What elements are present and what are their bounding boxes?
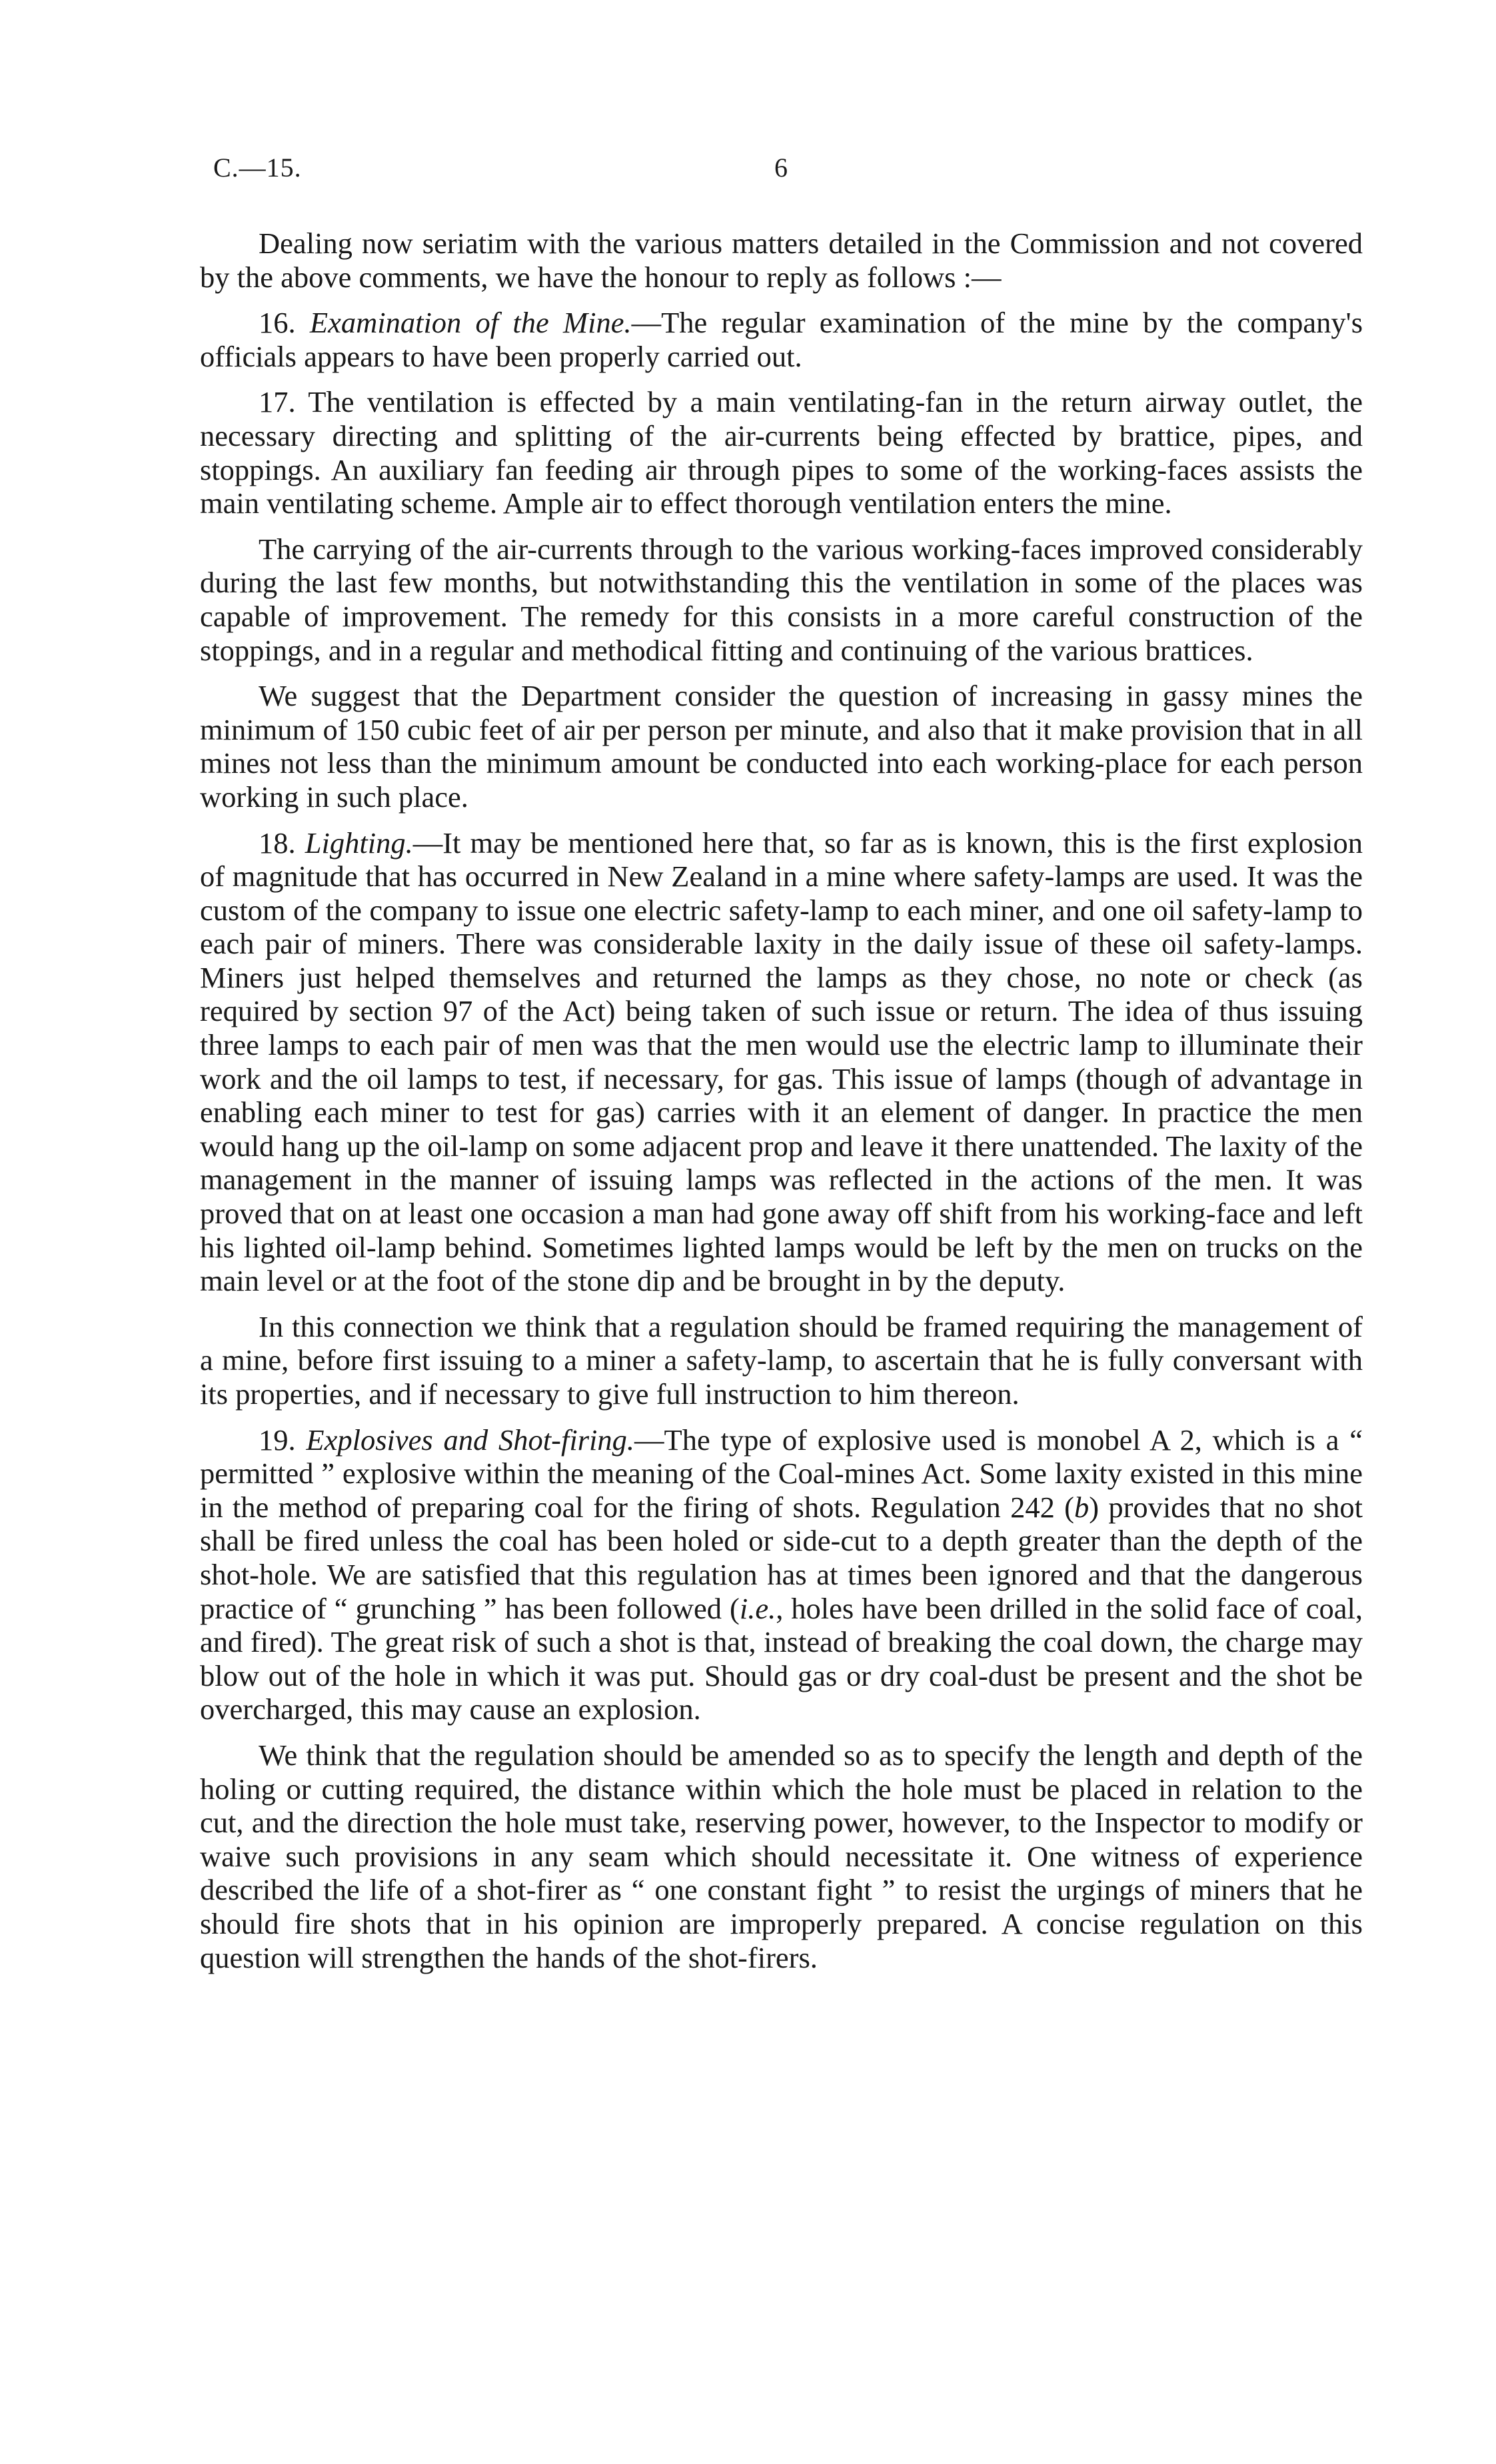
- body-text: [200, 227, 1363, 1986]
- paragraph-18-lighting: [200, 826, 1363, 1298]
- section-number: 19.: [259, 1423, 307, 1457]
- paragraph-text: , holes have been drilled in the solid face of coal, and fired). The great risk of such a shot is that, instead of breaking the coal down, the charge may blow out of the hole in which it was put. Should gas or dry coal-dust be present and the shot be overcharged, this may cause an explosion.: [200, 1591, 1363, 1726]
- section-heading: Explosives and Shot-firing.: [306, 1423, 635, 1457]
- paragraph-text: Dealing now seriatim with the various matters detailed in the Commission and not covered by the above comments, we have the honour to reply as follows :—: [200, 227, 1363, 294]
- paragraph-intro: [200, 227, 1363, 294]
- section-number: 16.: [259, 306, 310, 340]
- paragraph-regulation-amendment: [200, 1738, 1363, 1974]
- section-number: 17.: [259, 385, 309, 419]
- paragraph-air-currents: [200, 532, 1363, 667]
- paragraph-text: —The type of explosive used is monobel A 2, which is a “ permitted ” explosive within the meaning of the Coal-mines Act. Some laxity existed in this mine in the method of preparing coal for the firing of shots. Regulation 242 (: [200, 1423, 1363, 1524]
- paragraph-text: We think that the regulation should be amended so as to specify the length and depth of the holing or cutting required, the distance within which the hole must be placed in relation to the cut, and the direction the hole must take, reserving power, however, to the Inspector to modify or waive such provisions in any seam which should necessitate it. One witness of experience described the life of a shot-firer as “ one constant fight ” to resist the urgings of miners that he should fire shots that in his opinion are improperly prepared. A concise regulation on this question will strengthen the hands of the shot-firers.: [200, 1738, 1363, 1974]
- paragraph-text: We suggest that the Department consider the question of increasing in gassy mines the minimum of 150 cubic feet of air per person per minute, and also that it make provision that in all mines not less than the minimum amount be conducted into each working-place for each person working in such place.: [200, 679, 1363, 814]
- paragraph-text: ) provides that no shot shall be fired unless the coal has been holed or side-cut to a depth greater than the depth of the shot-hole. We are satisfied that this regulation has at times been ignored and that the dangerous practice of “ grunching ” has been followed (: [200, 1490, 1363, 1625]
- section-heading: Lighting.: [305, 826, 413, 860]
- paragraph-suggestion: [200, 679, 1363, 814]
- paragraph-text: —It may be mentioned here that, so far as is known, this is the first explosion of magnitude that has occurred in New Zealand in a mine where safety-lamps are used. It was the custom of the company to issue one electric safety-lamp to each miner, and one oil safety-lamp to each pair of miners. There was considerable laxity in the daily issue of these oil safety-lamps. Miners just helped themselves and returned the lamps as they chose, no note or check (as required by section 97 of the Act) being taken of such issue or return. The idea of thus issuing three lamps to each pair of men was that the men would use the electric lamp to illuminate their work and the oil lamps to test, if necessary, for gas. This issue of lamps (though of advantage in enabling each miner to test for gas) carries with it an element of danger. In practice the men would hang up the oil-lamp on some adjacent prop and leave it there unattended. The laxity of the management in the manner of issuing lamps was reflected in the actions of the men. It was proved that on at least one occasion a man had gone away off shift from his working-face and left his lighted oil-lamp behind. Sometimes lighted lamps would be left by the men on trucks on the main level or at the foot of the stone dip and be brought in by the deputy.: [200, 826, 1363, 1298]
- paragraph-17-ventilation: [200, 385, 1363, 520]
- section-heading: Examination of the Mine.: [309, 306, 632, 340]
- section-number: 18.: [259, 826, 305, 860]
- paragraph-16-examination: [200, 306, 1363, 373]
- paragraph-text: The carrying of the air-currents through to the various working-faces improved considerably during the last few months, but notwithstanding this the ventilation in some of the places was capable of improvement. The remedy for this consists in a more careful construction of the stoppings, and in a regular and methodical fitting and continuing of the various brattices.: [200, 532, 1363, 667]
- paragraph-italic-text: b: [1074, 1490, 1090, 1524]
- page-number: 6: [774, 153, 788, 183]
- paragraph-lamp-regulation: [200, 1310, 1363, 1411]
- document-reference: C.—15.: [213, 153, 302, 183]
- paragraph-text: The ventilation is effected by a main ventilating-fan in the return airway outlet, the necessary directing and splitting of the air-currents being effected by brattice, pipes, and stoppings. An auxiliary fan feeding air through pipes to some of the working-faces assists the main ventilating scheme. Ample air to effect thorough ventilation enters the mine.: [200, 385, 1363, 520]
- paragraph-19-explosives: [200, 1423, 1363, 1726]
- paragraph-text: In this connection we think that a regulation should be framed requiring the management of a mine, before first issuing to a miner a safety-lamp, to ascertain that he is fully conversant with its properties, and if necessary to give full instruction to him thereon.: [200, 1309, 1363, 1411]
- paragraph-italic-text: i.e.: [739, 1591, 776, 1625]
- paragraph-text: —The regular examination of the mine by the company's officials appears to have been properly carried out.: [200, 306, 1363, 373]
